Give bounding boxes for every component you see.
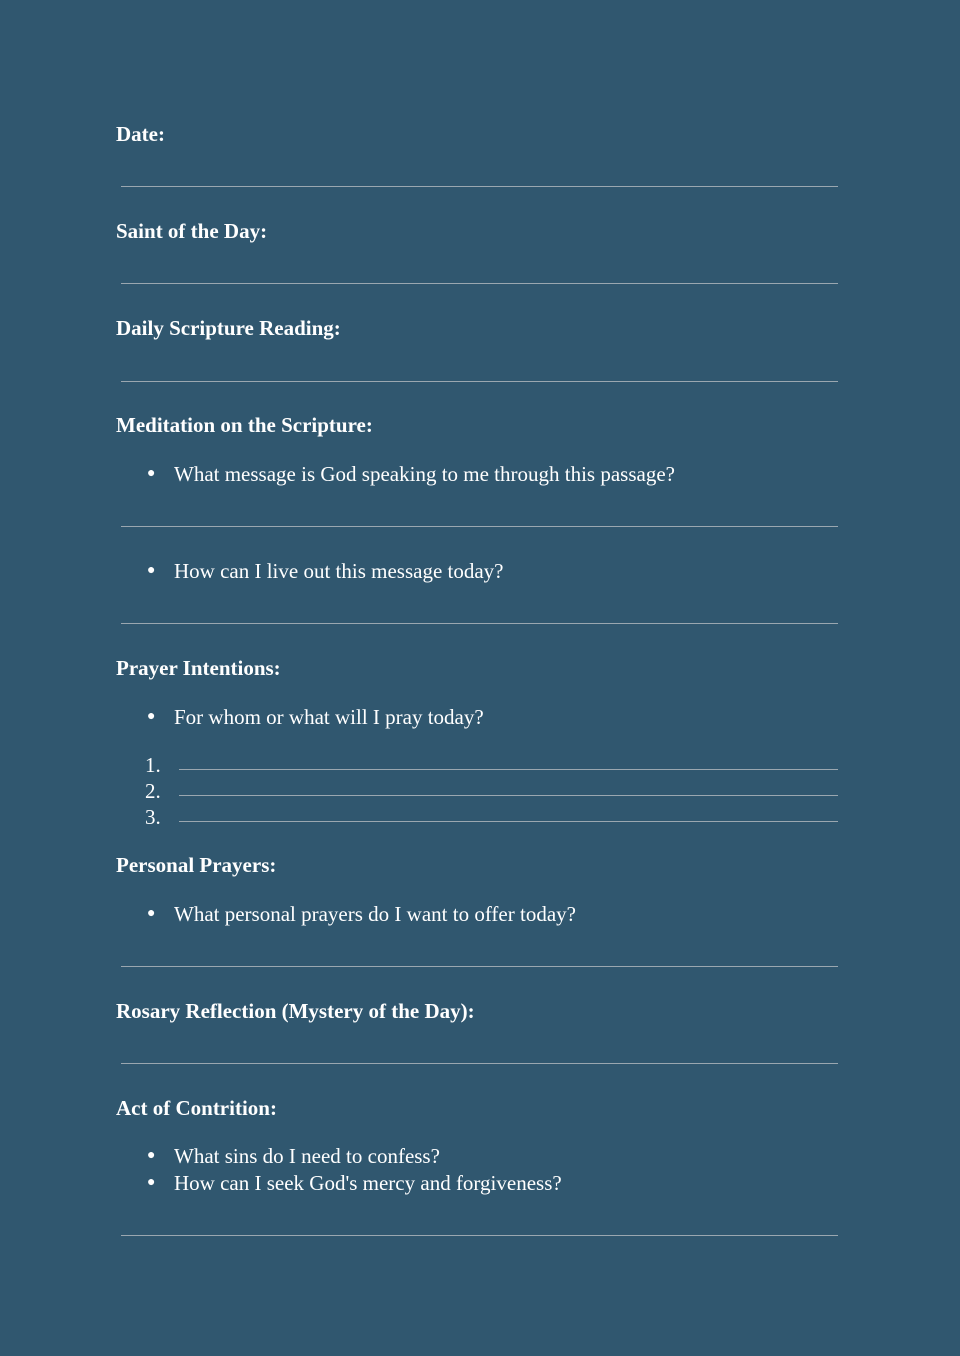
intention-number-2: 2. [145, 779, 161, 803]
intention-write-line-2[interactable] [179, 795, 838, 796]
intention-write-line-3[interactable] [179, 821, 838, 822]
intention-write-line-1[interactable] [179, 769, 838, 770]
bullet-icon: ● [147, 563, 156, 578]
heading-personal-prayers: Personal Prayers: [116, 853, 277, 877]
date-write-line[interactable] [121, 186, 838, 187]
meditation-question-1: What message is God speaking to me through this passage? [174, 462, 675, 486]
intention-number-3: 3. [145, 805, 161, 829]
heading-prayer-intentions: Prayer Intentions: [116, 656, 281, 680]
bullet-icon: ● [147, 1148, 156, 1163]
rosary-write-line[interactable] [121, 1063, 838, 1064]
contrition-write-line[interactable] [121, 1235, 838, 1236]
heading-meditation: Meditation on the Scripture: [116, 413, 373, 437]
prayer-intentions-question: For whom or what will I pray today? [174, 705, 484, 729]
bullet-icon: ● [147, 466, 156, 481]
personal-prayers-question: What personal prayers do I want to offer today? [174, 902, 576, 926]
intention-number-1: 1. [145, 753, 161, 777]
bullet-icon: ● [147, 709, 156, 724]
heading-rosary-reflection: Rosary Reflection (Mystery of the Day): [116, 999, 475, 1023]
saint-write-line[interactable] [121, 283, 838, 284]
heading-daily-scripture: Daily Scripture Reading: [116, 316, 341, 340]
heading-act-of-contrition: Act of Contrition: [116, 1096, 277, 1120]
meditation-question-2: How can I live out this message today? [174, 559, 504, 583]
contrition-question-1: What sins do I need to confess? [174, 1144, 440, 1168]
bullet-icon: ● [147, 1175, 156, 1190]
personal-prayers-write-line[interactable] [121, 966, 838, 967]
meditation-write-line-2[interactable] [121, 623, 838, 624]
bullet-icon: ● [147, 906, 156, 921]
scripture-write-line[interactable] [121, 381, 838, 382]
contrition-question-2: How can I seek God's mercy and forgiveness? [174, 1171, 562, 1195]
heading-date: Date: [116, 122, 165, 146]
meditation-write-line-1[interactable] [121, 526, 838, 527]
heading-saint-of-the-day: Saint of the Day: [116, 219, 268, 243]
